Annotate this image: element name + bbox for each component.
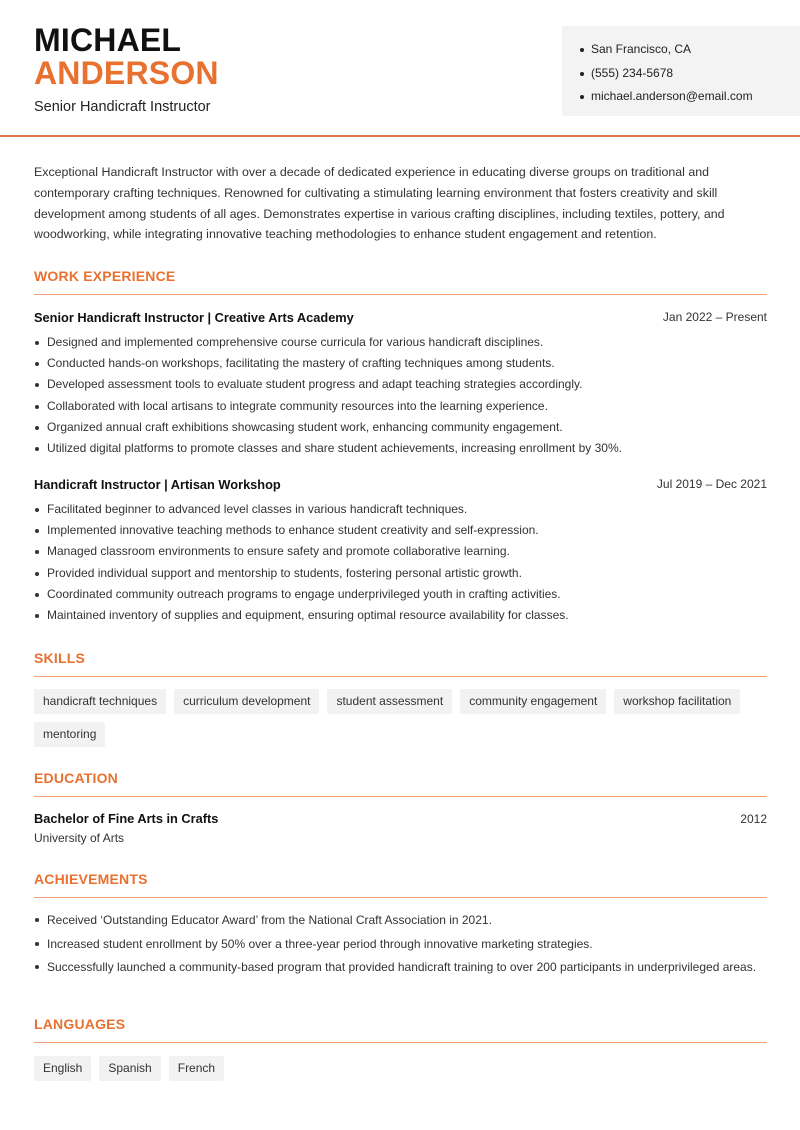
list-item: Organized annual craft exhibitions showcasing student work, enhancing community engagement. [34, 417, 769, 438]
job-bullets [34, 332, 769, 459]
skill-tag: community engagement [460, 689, 606, 714]
list-item: Provided individual support and mentorship to students, fostering personal artistic growth. [34, 563, 769, 584]
languages-list [34, 1056, 774, 1081]
list-item: Increased student enrollment by 50% over a three-year period through innovative marketing strategies. [34, 935, 769, 953]
list-item: Implemented innovative teaching methods to enhance student creativity and self-expression. [34, 520, 769, 541]
job-header [34, 310, 767, 325]
job-header [34, 477, 767, 492]
candidate-title: Senior Handicraft Instructor [34, 99, 211, 115]
section-divider [34, 676, 767, 677]
professional-summary: Exceptional Handicraft Instructor with over a decade of dedicated experience in educating diverse groups on traditional and contemporary crafting techniques. Renowned for cultivating a stimulating learning environment that fosters creativity and skill development among students of all ages. Demonstrates expertise in various crafting disciplines, including textiles, pottery, and woodworking, while integrating innovative teaching methodologies to enhance student engagement and retention. [34, 165, 725, 242]
achievements-list [34, 911, 769, 982]
education-year: 2012 [740, 812, 767, 826]
list-item: Managed classroom environments to ensure safety and promote collaborative learning. [34, 541, 769, 562]
list-item: Received ‘Outstanding Educator Award’ from the National Craft Association in 2021. [34, 911, 769, 929]
list-item: Collaborated with local artisans to integrate community resources into the learning experience. [34, 396, 769, 417]
contact-location: San Francisco, CA [580, 38, 800, 62]
education-degree: Bachelor of Fine Arts in Crafts [34, 811, 219, 826]
section-divider [34, 1042, 767, 1043]
last-name: ANDERSON [34, 55, 219, 91]
contact-box [562, 26, 800, 116]
list-item: Coordinated community outreach programs to engage underprivileged youth in crafting activities. [34, 584, 769, 605]
list-item: Facilitated beginner to advanced level classes in various handicraft techniques. [34, 499, 769, 520]
skills-list [34, 689, 774, 747]
list-item: Developed assessment tools to evaluate student progress and adapt teaching strategies accordingly. [34, 374, 769, 395]
job-dates: Jul 2019 – Dec 2021 [656, 477, 767, 491]
contact-email[interactable]: michael.anderson@email.com [580, 85, 800, 109]
skill-tag: curriculum development [174, 689, 319, 714]
list-item: Designed and implemented comprehensive course curricula for various handicraft disciplines. [34, 332, 769, 353]
job-role: Senior Handicraft Instructor | Creative Arts Academy [34, 310, 354, 325]
list-item: Successfully launched a community-based program that provided handicraft training to over 200 participants in underprivileged areas. [34, 958, 769, 976]
skill-tag: student assessment [327, 689, 452, 714]
resume-header [0, 0, 800, 137]
job-role: Handicraft Instructor | Artisan Workshop [34, 477, 281, 492]
section-divider [34, 294, 767, 295]
section-divider [34, 796, 767, 797]
language-tag: Spanish [99, 1056, 160, 1081]
section-title-languages: LANGUAGES [34, 1016, 126, 1032]
list-item: Utilized digital platforms to promote classes and share student achievements, increasing enrollment by 30%. [34, 438, 769, 459]
section-title-achievements: ACHIEVEMENTS [34, 871, 148, 887]
first-name: MICHAEL [34, 22, 182, 58]
section-title-work: WORK EXPERIENCE [34, 268, 176, 284]
section-divider [34, 897, 767, 898]
candidate-name [34, 24, 219, 90]
job-bullets [34, 499, 769, 626]
skill-tag: workshop facilitation [614, 689, 740, 714]
skill-tag: mentoring [34, 722, 105, 747]
list-item: Conducted hands-on workshops, facilitating the mastery of crafting techniques among students. [34, 353, 769, 374]
contact-phone: (555) 234-5678 [580, 62, 800, 86]
section-title-education: EDUCATION [34, 770, 118, 786]
job-dates: Jan 2022 – Present [662, 310, 767, 324]
education-school: University of Arts [34, 831, 125, 845]
section-title-skills: SKILLS [34, 650, 85, 666]
language-tag: French [169, 1056, 224, 1081]
list-item: Maintained inventory of supplies and equipment, ensuring optimal resource availability for classes. [34, 605, 769, 626]
language-tag: English [34, 1056, 91, 1081]
skill-tag: handicraft techniques [34, 689, 166, 714]
